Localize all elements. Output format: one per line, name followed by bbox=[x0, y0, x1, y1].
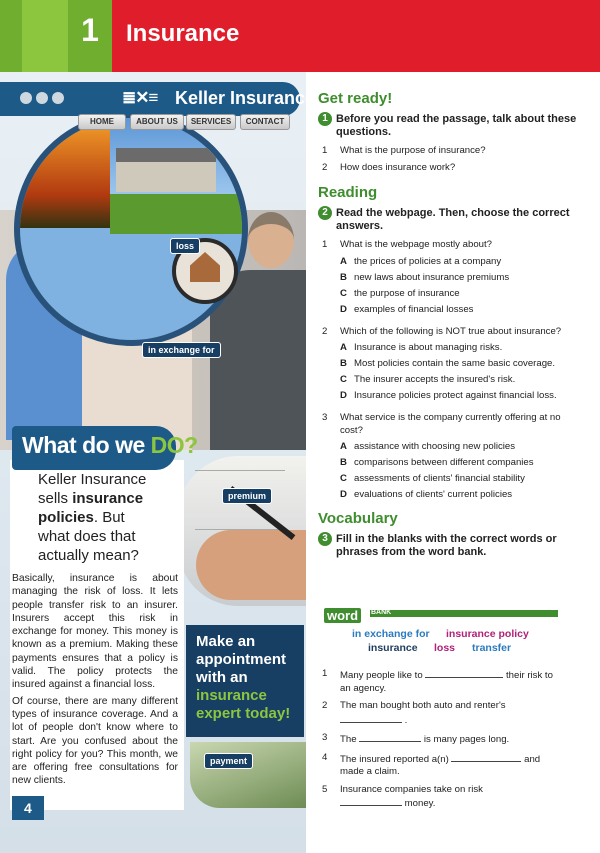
option-text: evaluations of clients' current policies bbox=[354, 489, 513, 500]
sentence-number: 2 bbox=[322, 700, 328, 711]
answer-blank[interactable] bbox=[359, 732, 421, 742]
option-letter: B bbox=[340, 271, 347, 283]
article-body bbox=[12, 572, 178, 791]
window-dot-icon bbox=[20, 92, 32, 104]
option-letter: D bbox=[340, 303, 347, 315]
get-ready-title: Get ready! bbox=[318, 90, 393, 107]
article-paragraph: Of course, there are many different types of insurance coverage. And a lot of people don't know where to start. Are you confused about the right policy for you? This month, we are offering free consultations for new clients. bbox=[12, 695, 178, 787]
reading-title: Reading bbox=[318, 184, 378, 201]
sentence-number: 4 bbox=[322, 751, 328, 763]
vocabulary-title: Vocabulary bbox=[318, 509, 398, 527]
question-row bbox=[318, 239, 586, 252]
word-bank-label: BANK bbox=[371, 609, 392, 616]
sentence-row bbox=[318, 700, 586, 727]
option-letter: C bbox=[340, 473, 347, 484]
question-text: Which of the following is NOT true about insurance? bbox=[340, 325, 562, 337]
word-bank-word: insurance policy bbox=[446, 628, 529, 640]
exercise-1-instruction: 1 Before you read the passage, talk about these questions. bbox=[318, 113, 586, 139]
site-name: Keller Insurance bbox=[175, 88, 316, 108]
word-bank-word: insurance bbox=[368, 642, 418, 654]
answer-option[interactable] bbox=[318, 441, 586, 454]
exercise-2-instruction: 2 Read the webpage. Then, choose the correct answers. bbox=[318, 207, 586, 233]
option-text: comparisons between different companies bbox=[354, 457, 534, 468]
word-bank-bar bbox=[370, 610, 558, 617]
answer-option[interactable] bbox=[318, 288, 586, 301]
sentence-part: Insurance companies take on risk bbox=[340, 783, 483, 795]
sentence-part: is many pages long. bbox=[421, 734, 510, 745]
question-number: 3 bbox=[322, 412, 328, 423]
option-text: the prices of policies at a company bbox=[354, 255, 502, 267]
money-photo bbox=[190, 742, 306, 808]
option-letter: A bbox=[340, 255, 347, 267]
nav-home[interactable]: HOME bbox=[78, 114, 126, 130]
answer-option[interactable] bbox=[318, 374, 586, 387]
answer-blank[interactable] bbox=[451, 752, 521, 762]
option-letter: C bbox=[340, 287, 347, 299]
window-dot-icon bbox=[52, 92, 64, 104]
answer-option[interactable] bbox=[318, 342, 586, 355]
option-letter: C bbox=[340, 374, 347, 385]
sentence-text bbox=[340, 732, 509, 747]
sentence-part: money. bbox=[402, 798, 436, 809]
sentence-part: and bbox=[521, 753, 541, 765]
exercise-number: 1 bbox=[318, 112, 332, 126]
sentence-part: . bbox=[402, 714, 408, 726]
agent-head bbox=[248, 212, 294, 268]
exercise-3-instruction: 3 Fill in the blanks with the correct words or phrases from the word bank. bbox=[318, 533, 586, 559]
option-text: the purpose of insurance bbox=[354, 287, 460, 299]
answer-option[interactable] bbox=[318, 256, 586, 269]
sentence-part: The man bought both auto and renter's bbox=[340, 700, 506, 711]
keller-logo-icon: ≣✕≡ bbox=[122, 88, 158, 107]
sentence-text bbox=[340, 784, 483, 811]
tag-premium: premium bbox=[222, 488, 272, 504]
answer-option[interactable] bbox=[318, 272, 586, 285]
answer-blank[interactable] bbox=[340, 713, 402, 723]
sentence-row bbox=[318, 784, 586, 811]
option-text: assessments of clients' financial stability bbox=[354, 473, 525, 484]
sentence-part: made a claim. bbox=[340, 766, 400, 777]
sentence-part: their risk to bbox=[503, 670, 553, 681]
question-text: What service is the company currently offering at no cost? bbox=[340, 412, 561, 436]
exercise-number: 2 bbox=[318, 206, 332, 220]
get-ready-questions bbox=[318, 145, 586, 174]
nav-services[interactable]: SERVICES bbox=[186, 114, 236, 130]
option-letter: A bbox=[340, 441, 347, 452]
answer-option[interactable] bbox=[318, 358, 586, 371]
word-bank-logo: word bbox=[324, 608, 362, 624]
question-text: What is the purpose of insurance? bbox=[340, 145, 486, 156]
answer-option[interactable] bbox=[318, 457, 586, 470]
nav-about-us[interactable]: ABOUT US bbox=[130, 114, 184, 130]
window-dot-icon bbox=[36, 92, 48, 104]
hand-image bbox=[196, 530, 306, 600]
word-bank-word: loss bbox=[434, 642, 456, 654]
unit-number: 1 bbox=[81, 12, 99, 48]
banner-title: What do we DO? bbox=[22, 432, 198, 458]
answer-option[interactable] bbox=[318, 489, 586, 502]
sentence-part: The bbox=[340, 734, 360, 745]
question-row bbox=[318, 145, 586, 158]
question-number: 2 bbox=[322, 161, 328, 173]
option-text: The insurer accepts the insured's risk. bbox=[354, 374, 516, 385]
sentence-number: 3 bbox=[322, 732, 328, 743]
option-letter: D bbox=[340, 489, 347, 500]
exercise-number: 3 bbox=[318, 532, 332, 546]
option-letter: D bbox=[340, 390, 347, 401]
option-letter: B bbox=[340, 358, 347, 369]
callout-text: Keller Insurance sells insurance policies. But what does that actually mean? bbox=[38, 471, 147, 564]
appointment-text[interactable]: Make an appointment with an insurance expert today! bbox=[196, 633, 291, 722]
option-text: Insurance is about managing risks. bbox=[354, 342, 503, 353]
option-text: assistance with choosing new policies bbox=[354, 441, 516, 452]
option-text: Most policies contain the same basic coverage. bbox=[354, 358, 556, 369]
sentence-number: 1 bbox=[322, 668, 328, 679]
sentence-number: 5 bbox=[322, 783, 328, 795]
sentence-row bbox=[318, 752, 586, 779]
answer-option[interactable] bbox=[318, 473, 586, 486]
sentence-text bbox=[340, 668, 553, 695]
answer-option[interactable] bbox=[318, 390, 586, 403]
option-text: new laws about insurance premiums bbox=[354, 271, 510, 283]
answer-option[interactable] bbox=[318, 304, 586, 317]
sentence-part: an agency. bbox=[340, 682, 387, 694]
nav-contact[interactable]: CONTACT bbox=[240, 114, 290, 130]
option-text: Insurance policies protect against financial loss. bbox=[354, 390, 557, 401]
question-number: 1 bbox=[322, 145, 328, 156]
article-paragraph: Basically, insurance is about managing the risk of loss. It lets people transfer risk to an insurer. Insurers accept this risk in exchange for money. This money is known as a premium. Making these payments ensures that a policy is valid. The policy protects the insured against a financial loss. bbox=[12, 573, 178, 691]
answer-blank[interactable] bbox=[340, 796, 402, 806]
question-text: What is the webpage mostly about? bbox=[340, 239, 492, 250]
unit-title: Insurance bbox=[126, 20, 240, 47]
exercises-column bbox=[318, 90, 586, 559]
question-row bbox=[318, 412, 586, 437]
sentence-text bbox=[340, 700, 506, 727]
sentence-part: Many people like to bbox=[340, 670, 426, 681]
option-letter: A bbox=[340, 342, 347, 353]
word-bank-word: transfer bbox=[472, 642, 512, 654]
answer-blank[interactable] bbox=[425, 668, 503, 678]
option-text: examples of financial losses bbox=[354, 303, 474, 315]
tag-payment: payment bbox=[204, 753, 253, 769]
tag-loss: loss bbox=[170, 238, 200, 254]
fire-image bbox=[20, 118, 110, 228]
option-letter: B bbox=[340, 457, 347, 468]
house-image bbox=[116, 148, 216, 192]
sentence-row bbox=[318, 732, 586, 747]
fill-in-sentences bbox=[318, 668, 586, 816]
sentence-part: The insured reported a(n) bbox=[340, 753, 452, 765]
sentence-row bbox=[318, 668, 586, 695]
reading-questions bbox=[318, 239, 586, 502]
sentence-text bbox=[340, 752, 540, 779]
question-number: 1 bbox=[322, 239, 328, 250]
question-number: 2 bbox=[322, 325, 328, 337]
question-row bbox=[318, 326, 586, 339]
tag-in-exchange-for: in exchange for bbox=[142, 342, 221, 358]
word-bank-word: in exchange for bbox=[352, 628, 430, 640]
question-row bbox=[318, 162, 586, 175]
question-text: How does insurance work? bbox=[340, 161, 456, 173]
house-fire-photo bbox=[14, 112, 248, 346]
page-number: 4 bbox=[12, 796, 44, 820]
lawn-image bbox=[110, 194, 248, 234]
